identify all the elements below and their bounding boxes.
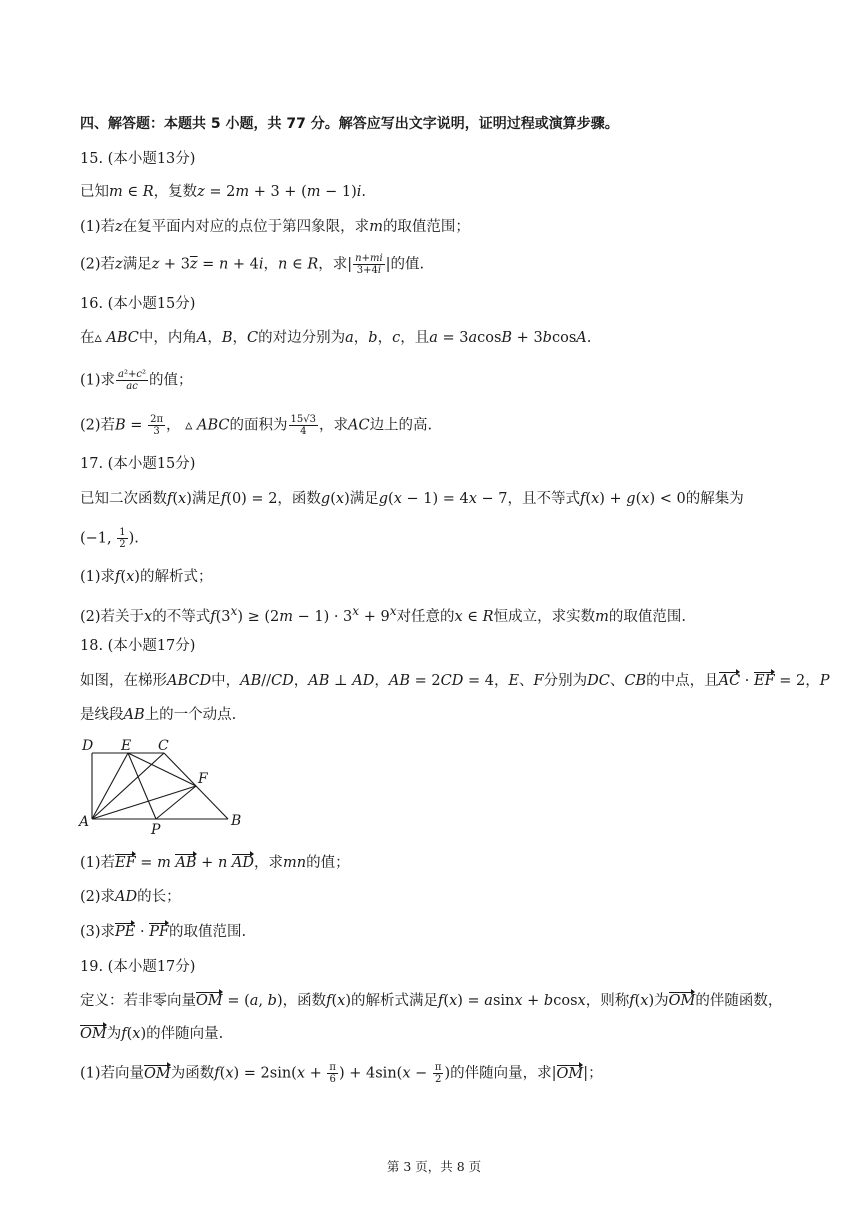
q18-part3: (3)求PE · PF的取值范围.: [80, 924, 247, 940]
q19-header: 19. (本小题17分): [80, 959, 196, 975]
q15-header: 15. (本小题13分): [80, 151, 196, 167]
q17-stem: 已知二次函数f(x)满足f(0) = 2，函数g(x)满足g(x − 1) = 4x − 7，且不等式f(x) + g(x) < 0的解集为: [80, 491, 744, 507]
label-E: E: [121, 738, 132, 754]
label-C: C: [158, 738, 169, 754]
q17-solution-set: (−1, $\frac{1}{2}$ ).: [80, 527, 139, 550]
q16-part2: (2)若B = $\frac{2\pi}{3}$ ， ▵ ABC的面积为 $\frac{15√3}{4}$ ，求AC边上的高.: [80, 414, 433, 437]
label-P: P: [151, 822, 161, 838]
q18-part1: (1)若EF = m AB + n AD，求mn的值；: [80, 855, 350, 871]
q17-header: 17. (本小题15分): [80, 456, 196, 472]
q17-part1: (1)求f(x)的解析式；: [80, 569, 213, 585]
label-B: B: [231, 813, 242, 829]
label-A: A: [79, 814, 90, 830]
q15-part2: (2)若z满足$z + 3\overline{z} = n + 4i$，n ∈ R，求| $\frac{n+mi}{3+4i}$ |的值.: [80, 253, 425, 276]
q17-part2: (2)若关于x的不等式$f(3^x) \ge (2m - 1) \cdot 3^x + 9^x$对任意的x ∈ R恒成立，求实数m的取值范围.: [80, 604, 686, 625]
q19-stem-line1: 定义：若非零向量OM = (a, b)，函数f(x)的解析式满足f(x) = asinx + bcosx，则称f(x)为OM的伴随函数，: [80, 993, 783, 1009]
q18-stem-line1: 如图，在梯形ABCD中，AB//CD，AB ⊥ AD，AB = 2CD = 4，E、F分别为DC、CB的中点，且AC · EF = 2，P: [80, 673, 830, 689]
q16-header: 16. (本小题15分): [80, 296, 196, 312]
page-footer: 第 3 页，共 8 页: [386, 1159, 482, 1174]
q15-part1: (1)若z在复平面内对应的点位于第四象限，求m的取值范围；: [80, 219, 470, 235]
trapezoid-figure: [78, 735, 248, 840]
label-D: D: [82, 738, 94, 754]
q16-stem: 在▵ ABC中，内角A，B，C的对边分别为a，b，c，且a = 3acosB + 3bcosA.: [80, 330, 592, 346]
q18-header: 18. (本小题17分): [80, 638, 196, 654]
q18-part2: (2)求AD的长；: [80, 889, 181, 905]
q19-part1: (1)若向量OM为函数f(x) = 2sin(x + $\frac{\pi}{6}$ ) + 4sin(x − $\frac{\pi}{2}$ )的伴随向量，求|OM|；: [80, 1062, 603, 1085]
q19-stem-line2: OM为f(x)的伴随向量.: [80, 1026, 224, 1042]
q16-part1: (1)求 $\frac{\text{a²+c²}}{ac}$ 的值；: [80, 369, 193, 392]
q15-stem: 已知m ∈ R，复数z = 2m + 3 + (m − 1)i.: [80, 184, 366, 200]
label-F: F: [198, 771, 208, 787]
q18-stem-line2: 是线段AB上的一个动点.: [80, 707, 237, 723]
section-title: 四、解答题：本题共 5 小题，共 77 分。解答应写出文字说明，证明过程或演算步骤。: [80, 116, 619, 132]
